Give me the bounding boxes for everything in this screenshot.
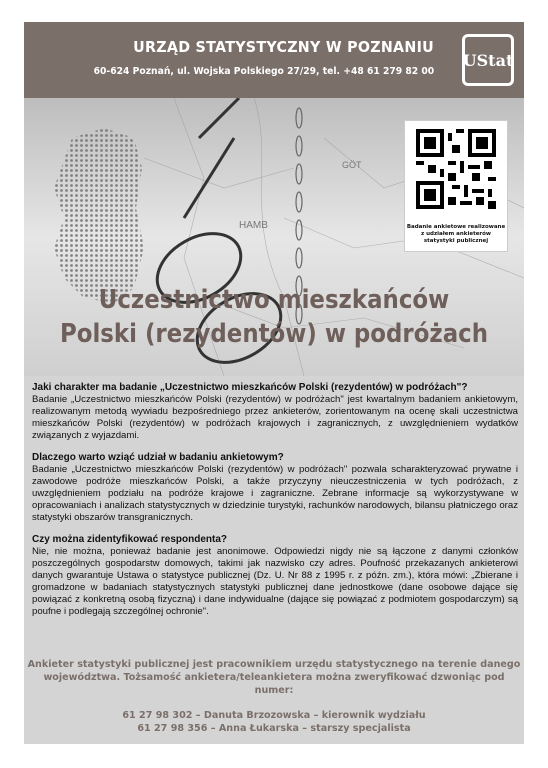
org-name: URZĄD STATYSTYCZNY W POZNANIU [133,38,434,56]
qr-caption: Badanie ankietowe realizowane z udziałem ankieterów statystyki publicznej [406,223,506,244]
page-title [54,284,494,352]
qr-code-panel [404,120,508,252]
section-body: Badanie „Uczestnictwo mieszkańców Polski (rezydentów) w podróżach" pozwala scharakteryzować prywatne i zawodowe podróże mieszkańców Polski, a także przyczyny nieuczestniczenia w tych podróżach, z uwzględnieniem podziału na podróże krajowe i zagraniczne. Zebrane informacje są wykorzystywane w opracowaniach i analizach statystycznych w dziedzinie turystyki, rachunków narodowych, bilansu płatniczego oraz statystyki obszarów transgranicznych. [32,464,518,523]
org-address: 60-624 Poznań, ul. Wojska Polskiego 27/29, tel. +48 61 279 82 00 [93,66,434,77]
section-body: Badanie „Uczestnictwo mieszkańców Polski (rezydentów) w podróżach" jest kwartalnym badaniem ankietowym, realizowanym metodą wywiadu bezpośredniego przez ankieterów, zorientowanym na ocenę skali uczestnictwa mieszkańców Polski (rezydentów) w podróżach krajowych i zagranicznych, z uwzględnieniem wydatków związanych z wyjazdami. [32,394,518,441]
footer-line: województwa. Tożsamość ankietera/teleankietera można zweryfikować dzwoniąc pod numer: [43,672,505,696]
contact-list [24,709,524,735]
header-banner [24,22,524,98]
contact-entry: 61 27 98 356 – Anna Łukarska – starszy specjalista [137,723,411,734]
contact-footer [24,658,524,735]
title-line-2: Polski (rezydentów) w podróżach [59,318,489,349]
content-panel [24,376,524,744]
section-body: Nie, nie można, ponieważ badanie jest anonimowe. Odpowiedzi nigdy nie są łączone z danymi członków poszczególnych gospodarstw domowych, takimi jak nazwisko czy adres. Poufność przekazanych ankieterowi danych gwarantuje Ustawa o statystyce publicznej (Dz. U. Nr 88 z 1995 r. z późn. zm.), która mówi: „Zbierane i gromadzone w badaniach statystycznych statystyki publicznej dane jednostkowe (dane osobowe dające się powiązać z konkretną osobą fizyczną) i dane indywidualne (dające się powiązać z podmiotem gospodarczym) są poufne i podlegają szczególnej ochronie". [32,546,518,617]
ustat-logo: UStat [462,34,514,86]
qr-code-icon [416,129,496,209]
map-label-hamb: HAMB [239,220,268,231]
section-heading: Dlaczego warto wziąć udział w badaniu ankietowym? [32,452,284,463]
contact-entry: 61 27 98 302 – Danuta Brzozowska – kierownik wydziału [122,710,426,721]
section-heading: Jaki charakter ma badanie „Uczestnictwo mieszkańców Polski (rezydentów) w podróżach"? [32,382,468,393]
faq-text [32,382,518,628]
section-heading: Czy można zidentyfikować respondenta? [32,534,228,545]
map-label-got: GÖT [342,160,362,170]
footer-line: Ankieter statystyki publicznej jest pracownikiem urzędu statystycznego na terenie danego [27,659,521,670]
title-line-1: Uczestnictwo mieszkańców [98,285,450,315]
